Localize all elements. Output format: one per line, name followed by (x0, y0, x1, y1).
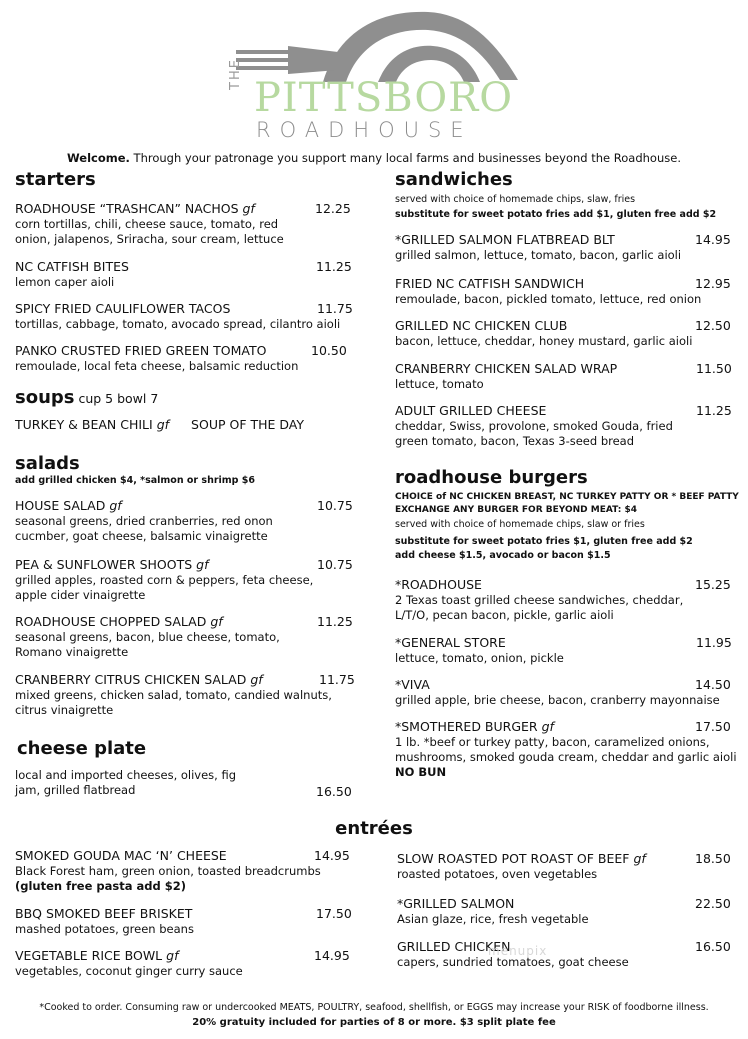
item-price: 11.75 (319, 672, 355, 687)
menu-item (395, 403, 740, 449)
item-name: NC CATFISH BITES (15, 259, 129, 274)
item-name: CRANBERRY CHICKEN SALAD WRAP (395, 361, 618, 376)
item-price: 11.95 (696, 635, 732, 650)
menu-item (397, 896, 742, 927)
welcome-bold: Welcome. (67, 151, 130, 165)
item-name: CRANBERRY CITRUS CHICKEN SALAD gf (15, 672, 263, 687)
gluten-free-note: (gluten free pasta add $2) (15, 879, 186, 893)
item-price: 17.50 (316, 906, 352, 921)
item-price: 14.95 (695, 232, 731, 247)
item-desc: local and imported cheeses, olives, fig jam, grilled flatbread (15, 768, 237, 797)
soups-heading: soups cup 5 bowl 7 (15, 387, 159, 408)
soups-sizes: cup 5 bowl 7 (74, 391, 159, 406)
item-desc: 2 Texas toast grilled cheese sandwiches, cheddar, L/T/O, pecan bacon, pickle, garlic aioli (395, 593, 684, 622)
burgers-beyond-note: EXCHANGE ANY BURGER FOR BEYOND MEAT: $4 (395, 505, 638, 515)
menupix-watermark: menupix (488, 944, 548, 958)
gf-tag: gf (633, 851, 646, 866)
item-desc: lettuce, tomato (395, 377, 484, 391)
menu-item (15, 672, 355, 718)
welcome-line (0, 151, 748, 165)
welcome-text: Through your patronage you support many local farms and businesses beyond the Roadhouse. (129, 151, 681, 165)
footer-disclaimer: *Cooked to order. Consuming raw or undercooked MEATS, POULTRY, seafood, shellfish, or EGGS may increase your RISK of foodborne illness. (39, 1002, 709, 1013)
menu-item (15, 948, 355, 979)
item-desc: Asian glaze, rice, fresh vegetable (397, 912, 589, 926)
item-name: FRIED NC CATFISH SANDWICH (395, 276, 585, 291)
logo-name-text: PITTSBORO (254, 75, 514, 121)
menu-item (395, 577, 740, 623)
item-price: 10.50 (311, 343, 347, 358)
salads-heading: salads (15, 453, 80, 474)
item-price: 14.95 (314, 848, 350, 863)
item-price: 12.50 (695, 318, 731, 333)
item-price: 16.50 (316, 784, 352, 799)
item-desc: grilled salmon, lettuce, tomato, bacon, garlic aioli (395, 248, 682, 262)
item-price: 11.75 (317, 301, 353, 316)
item-desc: seasonal greens, dried cranberries, red onon cucmber, goat cheese, balsamic vinaigrette (15, 514, 273, 543)
menu-item (395, 232, 740, 263)
burgers-sides-note: served with choice of homemade chips, slaw or fries (395, 519, 645, 530)
item-name: SPICY FRIED CAULIFLOWER TACOS (15, 301, 231, 316)
item-desc: remoulade, bacon, pickled tomato, lettuce, red onion (395, 292, 702, 306)
menu-item (397, 851, 742, 882)
item-price: 15.25 (695, 577, 731, 592)
item-name: GRILLED CHICKEN (397, 939, 511, 954)
menu-item (15, 417, 355, 433)
burgers-sub-note: substitute for sweet potato fries $1, gluten free add $2 (395, 536, 693, 547)
menu-item (15, 557, 355, 603)
item-name: *GRILLED SALMON FLATBREAD BLT (395, 232, 615, 247)
item-name: ADULT GRILLED CHEESE (395, 403, 547, 418)
entrees-heading: entrées (335, 818, 413, 839)
item-name: VEGETABLE RICE BOWL gf (15, 948, 179, 963)
item-desc: grilled apples, roasted corn & peppers, feta cheese, apple cider vinaigrette (15, 573, 314, 602)
item-price: 12.25 (315, 201, 351, 216)
item-name: TURKEY & BEAN CHILI gf SOUP OF THE DAY (15, 417, 305, 432)
menu-item (15, 906, 355, 937)
no-bun-note: NO BUN (395, 765, 447, 779)
sandwiches-heading: sandwiches (395, 169, 513, 190)
item-name: ROADHOUSE CHOPPED SALAD gf (15, 614, 223, 629)
item-price: 18.50 (695, 851, 731, 866)
gf-tag: gf (196, 557, 209, 572)
item-price: 11.50 (696, 361, 732, 376)
item-price: 11.25 (316, 259, 352, 274)
gf-tag: gf (541, 719, 554, 734)
menu-item (395, 677, 740, 708)
gf-tag: gf (166, 948, 179, 963)
item-desc: lemon caper aioli (15, 275, 115, 289)
item-desc: bacon, lettuce, cheddar, honey mustard, garlic aioli (395, 334, 693, 348)
menu-item (395, 361, 740, 392)
item-desc: mashed potatoes, green beans (15, 922, 194, 936)
item-price: 16.50 (695, 939, 731, 954)
menu-item (395, 719, 740, 780)
footer-gratuity: 20% gratuity included for parties of 8 or more. $3 split plate fee (192, 1017, 556, 1028)
item-desc: remoulade, local feta cheese, balsamic reduction (15, 359, 299, 373)
item-name: *ROADHOUSE (395, 577, 482, 592)
sandwiches-note: served with choice of homemade chips, slaw, fries (395, 194, 636, 205)
item-price: 10.75 (317, 557, 353, 572)
gf-tag: gf (109, 498, 122, 513)
menu-item (15, 201, 355, 247)
menu-item (397, 939, 742, 970)
item-price: 17.50 (695, 719, 731, 734)
item-name: *GRILLED SALMON (397, 896, 515, 911)
item-name: SMOKED GOUDA MAC ‘N’ CHEESE (15, 848, 227, 863)
item-name: PEA & SUNFLOWER SHOOTS gf (15, 557, 209, 572)
item-price: 11.25 (696, 403, 732, 418)
item-name: *VIVA (395, 677, 430, 692)
item-desc: corn tortillas, chili, cheese sauce, tomato, red onion, jalapenos, Sriracha, sour cream, lettuce (15, 217, 284, 246)
item-name: ROADHOUSE “TRASHCAN” NACHOS gf (15, 201, 255, 216)
item-name: GRILLED NC CHICKEN CLUB (395, 318, 568, 333)
item-name: PANKO CRUSTED FRIED GREEN TOMATO (15, 343, 267, 358)
menu-item (15, 301, 355, 332)
item-desc: mixed greens, chicken salad, tomato, candied walnuts, citrus vinaigrette (15, 688, 332, 717)
sandwiches-sub-note: substitute for sweet potato fries add $1, gluten free add $2 (395, 209, 717, 220)
item-desc: Black Forest ham, green onion, toasted breadcrumbs (15, 864, 321, 878)
item-desc: grilled apple, brie cheese, bacon, cranberry mayonnaise (395, 693, 720, 707)
item-name: HOUSE SALAD gf (15, 498, 122, 513)
menu-item (15, 848, 355, 894)
restaurant-logo (228, 2, 528, 148)
menu-item (15, 259, 355, 290)
item-price: 14.95 (314, 948, 350, 963)
menu-item (395, 635, 740, 666)
item-name: *SMOTHERED BURGER gf (395, 719, 554, 734)
item-price: 11.25 (317, 614, 353, 629)
burgers-choice-note: CHOICE of NC CHICKEN BREAST, NC TURKEY PATTY OR * BEEF PATTY (395, 492, 739, 502)
logo-sub-text: ROADHOUSE (256, 118, 473, 142)
burgers-heading: roadhouse burgers (395, 467, 588, 488)
item-name: *GENERAL STORE (395, 635, 506, 650)
item-price: 12.95 (695, 276, 731, 291)
logo-the-text: THE (228, 58, 243, 90)
item-desc: roasted potatoes, oven vegetables (397, 867, 598, 881)
cheese-plate-heading: cheese plate (17, 738, 147, 759)
gf-tag: gf (210, 614, 223, 629)
item-desc: tortillas, cabbage, tomato, avocado spread, cilantro aioli (15, 317, 341, 331)
item-desc: cheddar, Swiss, provolone, smoked Gouda, fried green tomato, bacon, Texas 3-seed bread (395, 419, 673, 448)
item-name: SLOW ROASTED POT ROAST OF BEEF gf (397, 851, 646, 866)
menu-item (395, 276, 740, 307)
item-price: 14.50 (695, 677, 731, 692)
item-name: BBQ SMOKED BEEF BRISKET (15, 906, 193, 921)
menu-item (15, 498, 355, 544)
gf-tag: gf (250, 672, 263, 687)
item-price: 10.75 (317, 498, 353, 513)
item-desc: seasonal greens, bacon, blue cheese, tomato, Romano vinaigrette (15, 630, 280, 659)
soup-of-day: SOUP OF THE DAY (191, 417, 305, 432)
item-price: 22.50 (695, 896, 731, 911)
item-desc: capers, sundried tomatoes, goat cheese (397, 955, 629, 969)
starters-heading: starters (15, 169, 96, 190)
menu-item (395, 318, 740, 349)
item-desc: lettuce, tomato, onion, pickle (395, 651, 564, 665)
item-desc: 1 lb. *beef or turkey patty, bacon, caramelized onions, mushrooms, smoked gouda cream, cheddar and garlic aioli (395, 735, 737, 764)
salads-note: add grilled chicken $4, *salmon or shrimp $6 (15, 475, 256, 486)
menu-item (15, 343, 355, 374)
burgers-addon-note: add cheese $1.5, avocado or bacon $1.5 (395, 550, 611, 561)
menu-item (15, 768, 355, 798)
gf-tag: gf (156, 417, 170, 432)
item-desc: vegetables, coconut ginger curry sauce (15, 964, 243, 978)
gf-tag: gf (242, 201, 255, 216)
menu-item (15, 614, 355, 660)
